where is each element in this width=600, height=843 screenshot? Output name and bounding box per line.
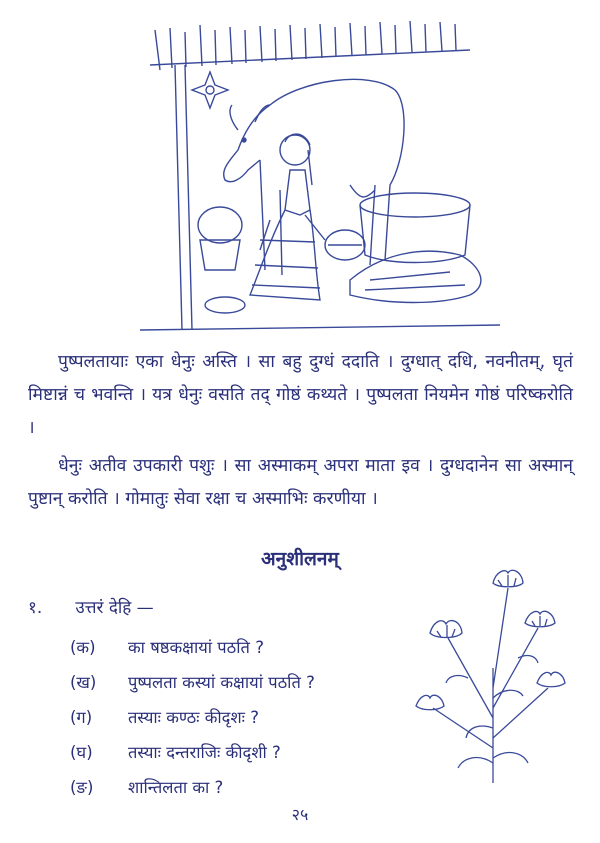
question-heading — [28, 595, 154, 618]
leaves — [446, 656, 538, 768]
question-item-text: का षष्ठकक्षायां पठति ? — [128, 638, 264, 657]
water-pot — [198, 207, 242, 270]
fodder-pile — [350, 251, 481, 302]
question-item-label: (ग) — [70, 708, 93, 727]
question-number: १. — [28, 598, 43, 618]
question-title: उत्तरं देहि — — [75, 598, 154, 618]
question-item-label: (घ) — [70, 743, 93, 762]
carnation-bloom — [430, 621, 462, 638]
question-item-label: (ख) — [70, 673, 97, 692]
carnation-bloom — [537, 672, 565, 687]
question-item — [70, 670, 315, 693]
basket — [325, 230, 365, 260]
ground — [140, 325, 500, 330]
question-item-text: शान्तिलता का ? — [128, 778, 224, 797]
question-item — [70, 635, 264, 658]
passage-paragraph-1: पुष्पलतायाः एका धेनुः अस्ति । सा बहु दुग्धं ददाति । दुग्धात् दधि, नवनीतम्, घृतं मिष्टान्नं च भवन्ति । यत्र धेनुः वसति तद् गोष्ठं कथ्यते । पुष्पलता नियमेन गोष्ठं परिष्करोति । — [28, 352, 573, 438]
girl-with-cow-illustration — [120, 10, 520, 335]
question-item-text: तस्याः कण्ठः कीदृशः ? — [128, 708, 259, 727]
girl — [250, 134, 325, 300]
star-decoration — [192, 72, 228, 108]
question-item-label: (ङ) — [70, 778, 94, 797]
wooden-pole — [175, 65, 192, 330]
carnation-bloom — [525, 611, 555, 627]
page-number: २५ — [291, 805, 309, 824]
question-item-text: तस्याः दन्तराजिः कीदृशी ? — [128, 743, 281, 762]
carnation-bloom — [493, 570, 523, 587]
flower-illustration — [408, 548, 578, 783]
question-item — [70, 705, 259, 728]
carnation-bloom — [416, 695, 444, 710]
question-item — [70, 775, 223, 798]
question-item — [70, 740, 281, 763]
question-item-label: (क) — [70, 638, 96, 657]
thatched-roof — [150, 21, 470, 70]
exercise-heading: अनुशीलनम् — [261, 548, 339, 570]
passage-paragraph-2: धेनुः अतीव उपकारी पशुः । सा अस्माकम् अपरा माता इव । दुग्धदानेन सा अस्मान् पुष्टान् करोति । गोमातुः सेवा रक्षा च अस्माभिः करणीया । — [28, 456, 573, 509]
bowl — [205, 297, 245, 313]
question-item-text: पुष्पलता कस्यां कक्षायां पठति ? — [128, 673, 315, 692]
